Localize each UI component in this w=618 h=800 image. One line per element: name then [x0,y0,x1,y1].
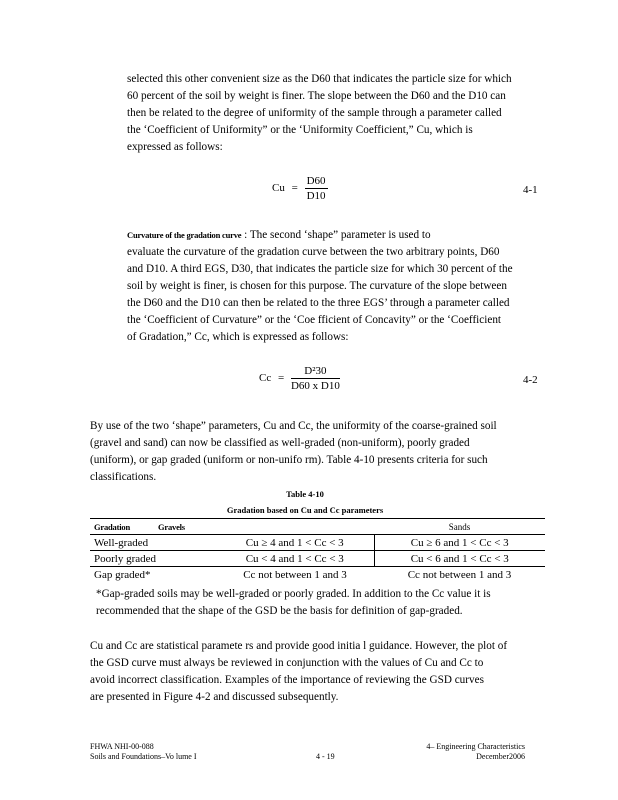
text-line: (gravel and sand) can now be classified as well-graded (non-uniform), poorly graded [90,437,470,449]
text-line: are presented in Figure 4-2 and discussed subsequently. [90,691,339,703]
header-cell [90,519,216,535]
header-cell [216,519,374,535]
eq-sign: = [277,372,285,385]
text-span: : The second ‘shape” parameter is used to [244,229,431,241]
text-line: (uniform), or gap graded (uniform or non-unifo rm). Table 4-10 presents criteria for such [90,454,488,466]
equation-number: 4-2 [523,374,538,386]
footer-left [90,742,197,762]
paragraph-statistical [90,638,541,706]
table-caption-subtitle: Gradation based on Cu and Cc parameters [226,505,384,515]
table-cell: Cc not between 1 and 3 [243,568,347,581]
table-cell: Cu < 6 and 1 < Cc < 3 [410,552,509,565]
bullet-heading: Curvature of the gradation curve [127,230,242,240]
gradation-table [90,518,545,582]
text-line: the D60 and the D10 can then be related to the three EGS’ through a parameter called [127,297,510,309]
footer-title: Soils and Foundations–Vo lume I [90,752,197,761]
numerator: D²30 [291,365,340,379]
table-cell: Cu ≥ 4 and 1 < Cc < 3 [216,535,374,551]
table-row [90,567,545,583]
text-line: selected this other convenient size as the D60 that indicates the particle size for which [127,73,512,85]
footer-doc-id: FHWA NHI-00-088 [90,742,154,751]
paragraph-curvature [127,227,541,346]
text-line [127,227,541,244]
footer-right [417,742,525,762]
table-cell: Well-graded [94,536,149,549]
text-line: recommended that the shape of the GSD be the basis for definition of gap-graded. [96,605,463,617]
denominator: D60 x D10 [290,380,340,392]
header-cell [374,519,545,535]
page-number: 4 - 19 [316,752,335,761]
text-line: the GSD curve must always be reviewed in conjunction with the values of Cu and Cc to [90,657,484,669]
paragraph-uniformity [127,71,541,156]
text-line: By use of the two ‘shape” parameters, Cu and Cc, the uniformity of the coarse-grained soil [90,420,497,432]
text-line: 60 percent of the soil by weight is finer. The slope between the D60 and the D10 can [127,90,506,102]
eq-sign: = [291,182,298,195]
table-cell: Cu < 4 and 1 < Cc < 3 [216,551,374,567]
table-cell: Cu ≥ 6 and 1 < Cc < 3 [410,536,509,549]
table-caption-title: Table 4-10 [286,489,324,499]
table-row [90,535,545,551]
header-sands: Sands [448,521,471,532]
table-cell: Gap graded* [94,568,151,581]
footer-date: December2006 [476,752,525,761]
table-header-row [90,519,545,535]
numerator: D60 [306,175,326,187]
text-line: avoid incorrect classification. Examples of the importance of reviewing the GSD curves [90,674,484,686]
fraction [305,175,328,202]
text-line: classifications. [90,471,157,483]
table-cell: Poorly graded [94,552,157,565]
text-line: soil by weight is finer, is chosen for this purpose. The curvature of the slope between [127,280,507,292]
eq-lhs: Cc [259,372,272,385]
text-line: Cu and Cc are statistical paramete rs and provide good initia l guidance. However, the plot of [90,640,508,652]
fraction [291,365,340,392]
text-line: expressed as follows: [127,141,223,153]
table-footnote [96,586,541,620]
text-line: and D10. A third EGS, D30, that indicates the particle size for which 30 percent of the [127,263,513,275]
table-cell: Cc not between 1 and 3 [407,568,512,581]
text-line: *Gap-graded soils may be well-graded or poorly graded. In addition to the Cc value it is [96,588,491,600]
text-line: the ‘Coefficient of Curvature” or the ‘Coe fficient of Concavity” or the ‘Coefficient [127,314,502,326]
equation-number: 4-1 [523,184,538,196]
text-line: evaluate the curvature of the gradation curve between the two arbitrary points, D60 [127,246,500,258]
equation-4-2 [259,365,340,392]
footer-chapter: 4– Engineering Characteristics [426,742,525,751]
text-line: then be related to the degree of uniformity of the sample through a parameter called [127,107,502,119]
header-gradation: Gradation [94,521,130,532]
header-gravels: Gravels [157,521,185,532]
text-line: the ‘Coefficient of Uniformity” or the ‘Uniformity Coefficient,” Cu, which is [127,124,473,136]
table-row [90,551,545,567]
denominator: D10 [306,190,326,202]
paragraph-classification [90,418,541,486]
eq-lhs: Cu [272,182,285,195]
text-line: of Gradation,” Cc, which is expressed as follows: [127,331,349,343]
equation-4-1 [272,175,328,202]
